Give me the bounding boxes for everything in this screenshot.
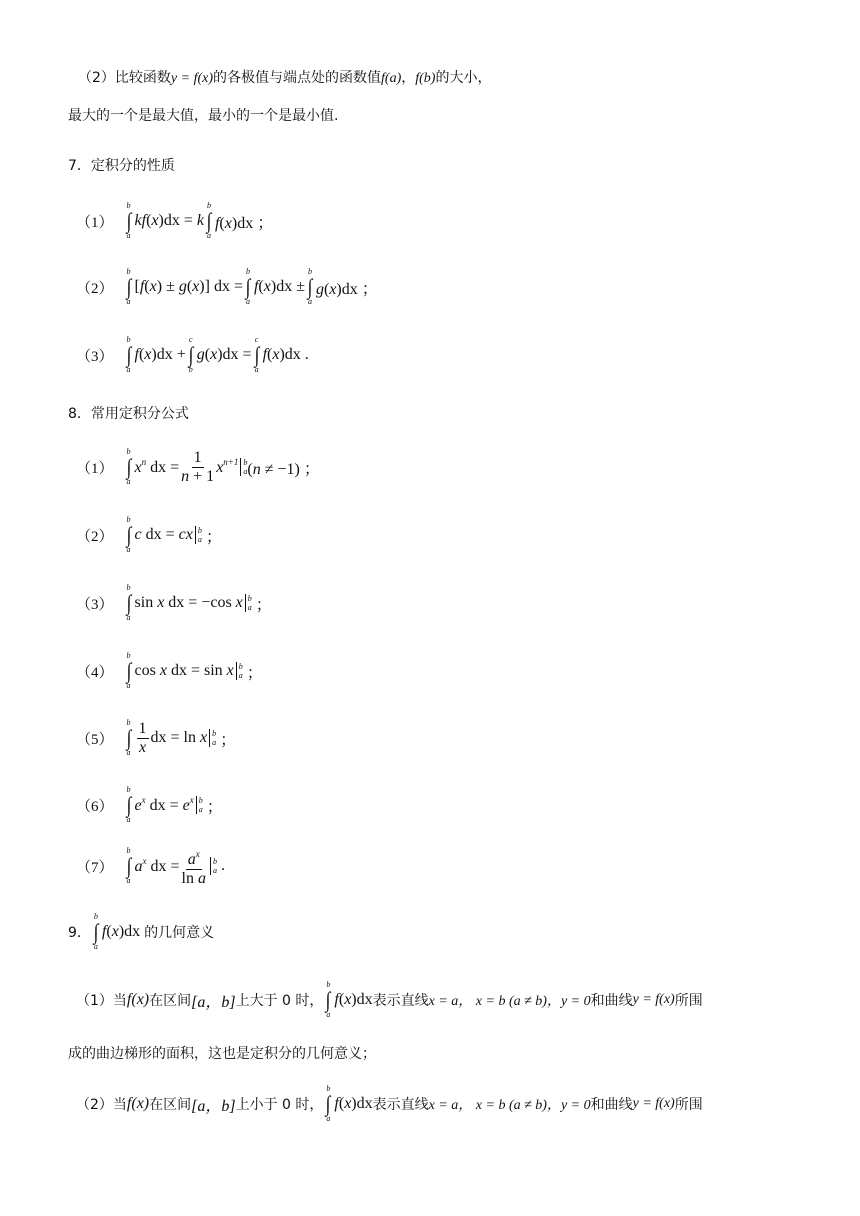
formula: f(x)dx	[101, 923, 145, 940]
math-curve: y = f(x)	[632, 992, 675, 1007]
formula: ；	[242, 664, 263, 682]
math-lines: x = a， x = b (a ≠ b)，y = 0	[428, 994, 591, 1009]
section7-item-1	[76, 196, 273, 246]
item-label: （2）	[76, 1097, 113, 1113]
formula: dx = ln x	[150, 729, 208, 746]
text: 当	[112, 1097, 127, 1113]
item-label: （3）	[76, 348, 114, 365]
fraction: $\frac{1}{n + 1}$	[181, 448, 215, 485]
integral-sign: b ∫ a	[126, 785, 131, 824]
section9-item1-continuation: 成的曲边梯形的面积，这也是定积分的几何意义；	[68, 1046, 376, 1062]
section9-item-1	[76, 974, 703, 1026]
item-label: （2）	[76, 280, 114, 297]
math-interval: [a，b]	[191, 1097, 236, 1115]
evaluation-bar: b a	[195, 526, 202, 544]
item-label: （1）	[76, 460, 114, 477]
math-interval: [a，b]	[191, 993, 236, 1011]
formula: g(x)dx =	[196, 346, 252, 363]
integral-sign: b ∫ a	[126, 846, 131, 885]
integral-sign: b ∫ a	[93, 912, 99, 951]
section8-item-3	[76, 578, 272, 628]
item-label: （5）	[76, 731, 114, 748]
fraction: $\frac{1}{x}$	[138, 719, 147, 756]
section8-item-1	[76, 442, 320, 492]
text: 在区间	[149, 993, 192, 1009]
item-label: （6）	[76, 798, 114, 815]
integral-sign: b ∫ a	[206, 201, 212, 240]
evaluation-bar: b a	[196, 796, 203, 814]
section7-heading: 7．定积分的性质	[68, 158, 175, 174]
section8-item-2	[76, 510, 222, 560]
text: 所围	[674, 993, 703, 1009]
integral-sign: c ∫ a	[254, 335, 259, 374]
formula: f(x)dx	[334, 991, 373, 1008]
integral-sign: b ∫ a	[126, 447, 131, 486]
intro-item2-equation: y = f(x)	[170, 71, 214, 86]
math-fx: f(x)	[126, 991, 150, 1008]
integral-sign: b ∫ a	[126, 335, 131, 374]
item-label: （3）	[76, 596, 114, 613]
section7-item-3	[76, 330, 309, 380]
text: 表示直线	[372, 1097, 429, 1113]
intro-conclusion: 最大的一个是最大值，最小的一个是最小值.	[68, 108, 339, 124]
integral-sign: b ∫ a	[245, 267, 251, 306]
formula: ；	[216, 731, 237, 749]
formula: f(x)dx	[334, 1095, 373, 1112]
formula: f(x)dx ±	[253, 278, 305, 295]
section9-number: 9．	[68, 925, 91, 941]
formula: $x^n$ dx =	[134, 457, 180, 476]
formula: $x^{n+1}$	[216, 457, 239, 476]
section9-heading-text: 的几何意义	[144, 925, 215, 941]
item-label: （4）	[76, 664, 114, 681]
item-label: （1）	[76, 214, 114, 231]
math-lines: x = a， x = b (a ≠ b)，y = 0	[428, 1098, 591, 1113]
formula: f(x)dx +	[134, 346, 186, 363]
formula: [f(x) ± g(x)] dx =	[134, 278, 243, 295]
evaluation-bar: b a	[209, 729, 216, 747]
intro-item2-suffix: 的大小，	[435, 70, 492, 86]
integral-sign: b ∫ a	[126, 718, 131, 757]
formula: cos x dx = sin x	[134, 662, 234, 679]
section8-heading: 8．常用定积分公式	[68, 406, 189, 422]
intro-item2-sep: ，	[401, 70, 416, 86]
text: 上小于 0 时，	[235, 1097, 324, 1113]
formula: .	[217, 857, 225, 874]
integral-sign: b ∫ a	[126, 267, 131, 306]
section8-item-4	[76, 646, 263, 696]
evaluation-bar: b a	[240, 458, 247, 476]
section9-item-2	[76, 1078, 703, 1130]
text: 所围	[674, 1097, 703, 1113]
section8-item-7	[76, 840, 225, 892]
text: 在区间	[149, 1097, 192, 1113]
integral-sign: b ∫ a	[126, 583, 131, 622]
formula: ；	[202, 798, 223, 816]
text: 和曲线	[590, 1097, 633, 1113]
formula: sin x dx = −cos x	[134, 594, 243, 611]
evaluation-bar: b a	[245, 594, 252, 612]
formula: ；	[251, 596, 272, 614]
fraction: $\frac{a^x}{\text{ln a}}$	[182, 845, 206, 888]
formula: f(x)dx ；	[214, 214, 274, 232]
formula: f(x)dx .	[262, 346, 309, 363]
integral-sign: b ∫ a	[325, 1084, 331, 1123]
section7-item-2	[76, 262, 378, 312]
section8-item-6	[76, 780, 223, 830]
section9-heading	[68, 906, 214, 958]
formula: ；	[201, 528, 222, 546]
integral-sign: b ∫ a	[126, 515, 131, 554]
math-fx: f(x)	[126, 1095, 150, 1112]
item-label: （2）	[76, 528, 114, 545]
text: 表示直线	[372, 993, 429, 1009]
formula: $a^x$ dx =	[134, 856, 180, 875]
text: 上大于 0 时，	[235, 993, 324, 1009]
integral-sign: b ∫ a	[325, 980, 331, 1019]
intro-item2-prefix: （2）比较函数	[78, 70, 171, 86]
evaluation-bar: b a	[210, 857, 217, 875]
evaluation-bar: b a	[236, 662, 243, 680]
integral-sign: b ∫ a	[307, 267, 313, 306]
intro-item2-fa: f(a)	[381, 71, 402, 86]
intro-item-2	[78, 68, 491, 89]
integral-sign: c ∫ b	[188, 335, 194, 374]
intro-item2-fb: f(b)	[415, 71, 436, 86]
text: 和曲线	[590, 993, 633, 1009]
item-label: （1）	[76, 993, 113, 1009]
integral-sign: b ∫ a	[126, 201, 131, 240]
intro-item2-mid: 的各极值与端点处的函数值	[213, 70, 382, 86]
formula: $e^x$ dx = $e^x$	[134, 795, 194, 814]
integral-sign: b ∫ a	[126, 651, 131, 690]
math-curve: y = f(x)	[632, 1096, 675, 1111]
formula: g(x)dx ；	[315, 280, 378, 298]
item-label: （7）	[76, 859, 114, 876]
section8-item-5	[76, 712, 236, 764]
formula: kf(x)dx = k	[134, 212, 204, 229]
formula: (n ≠ −1) ；	[247, 460, 320, 478]
text: 当	[112, 993, 127, 1009]
formula: c dx = cx	[134, 526, 193, 543]
